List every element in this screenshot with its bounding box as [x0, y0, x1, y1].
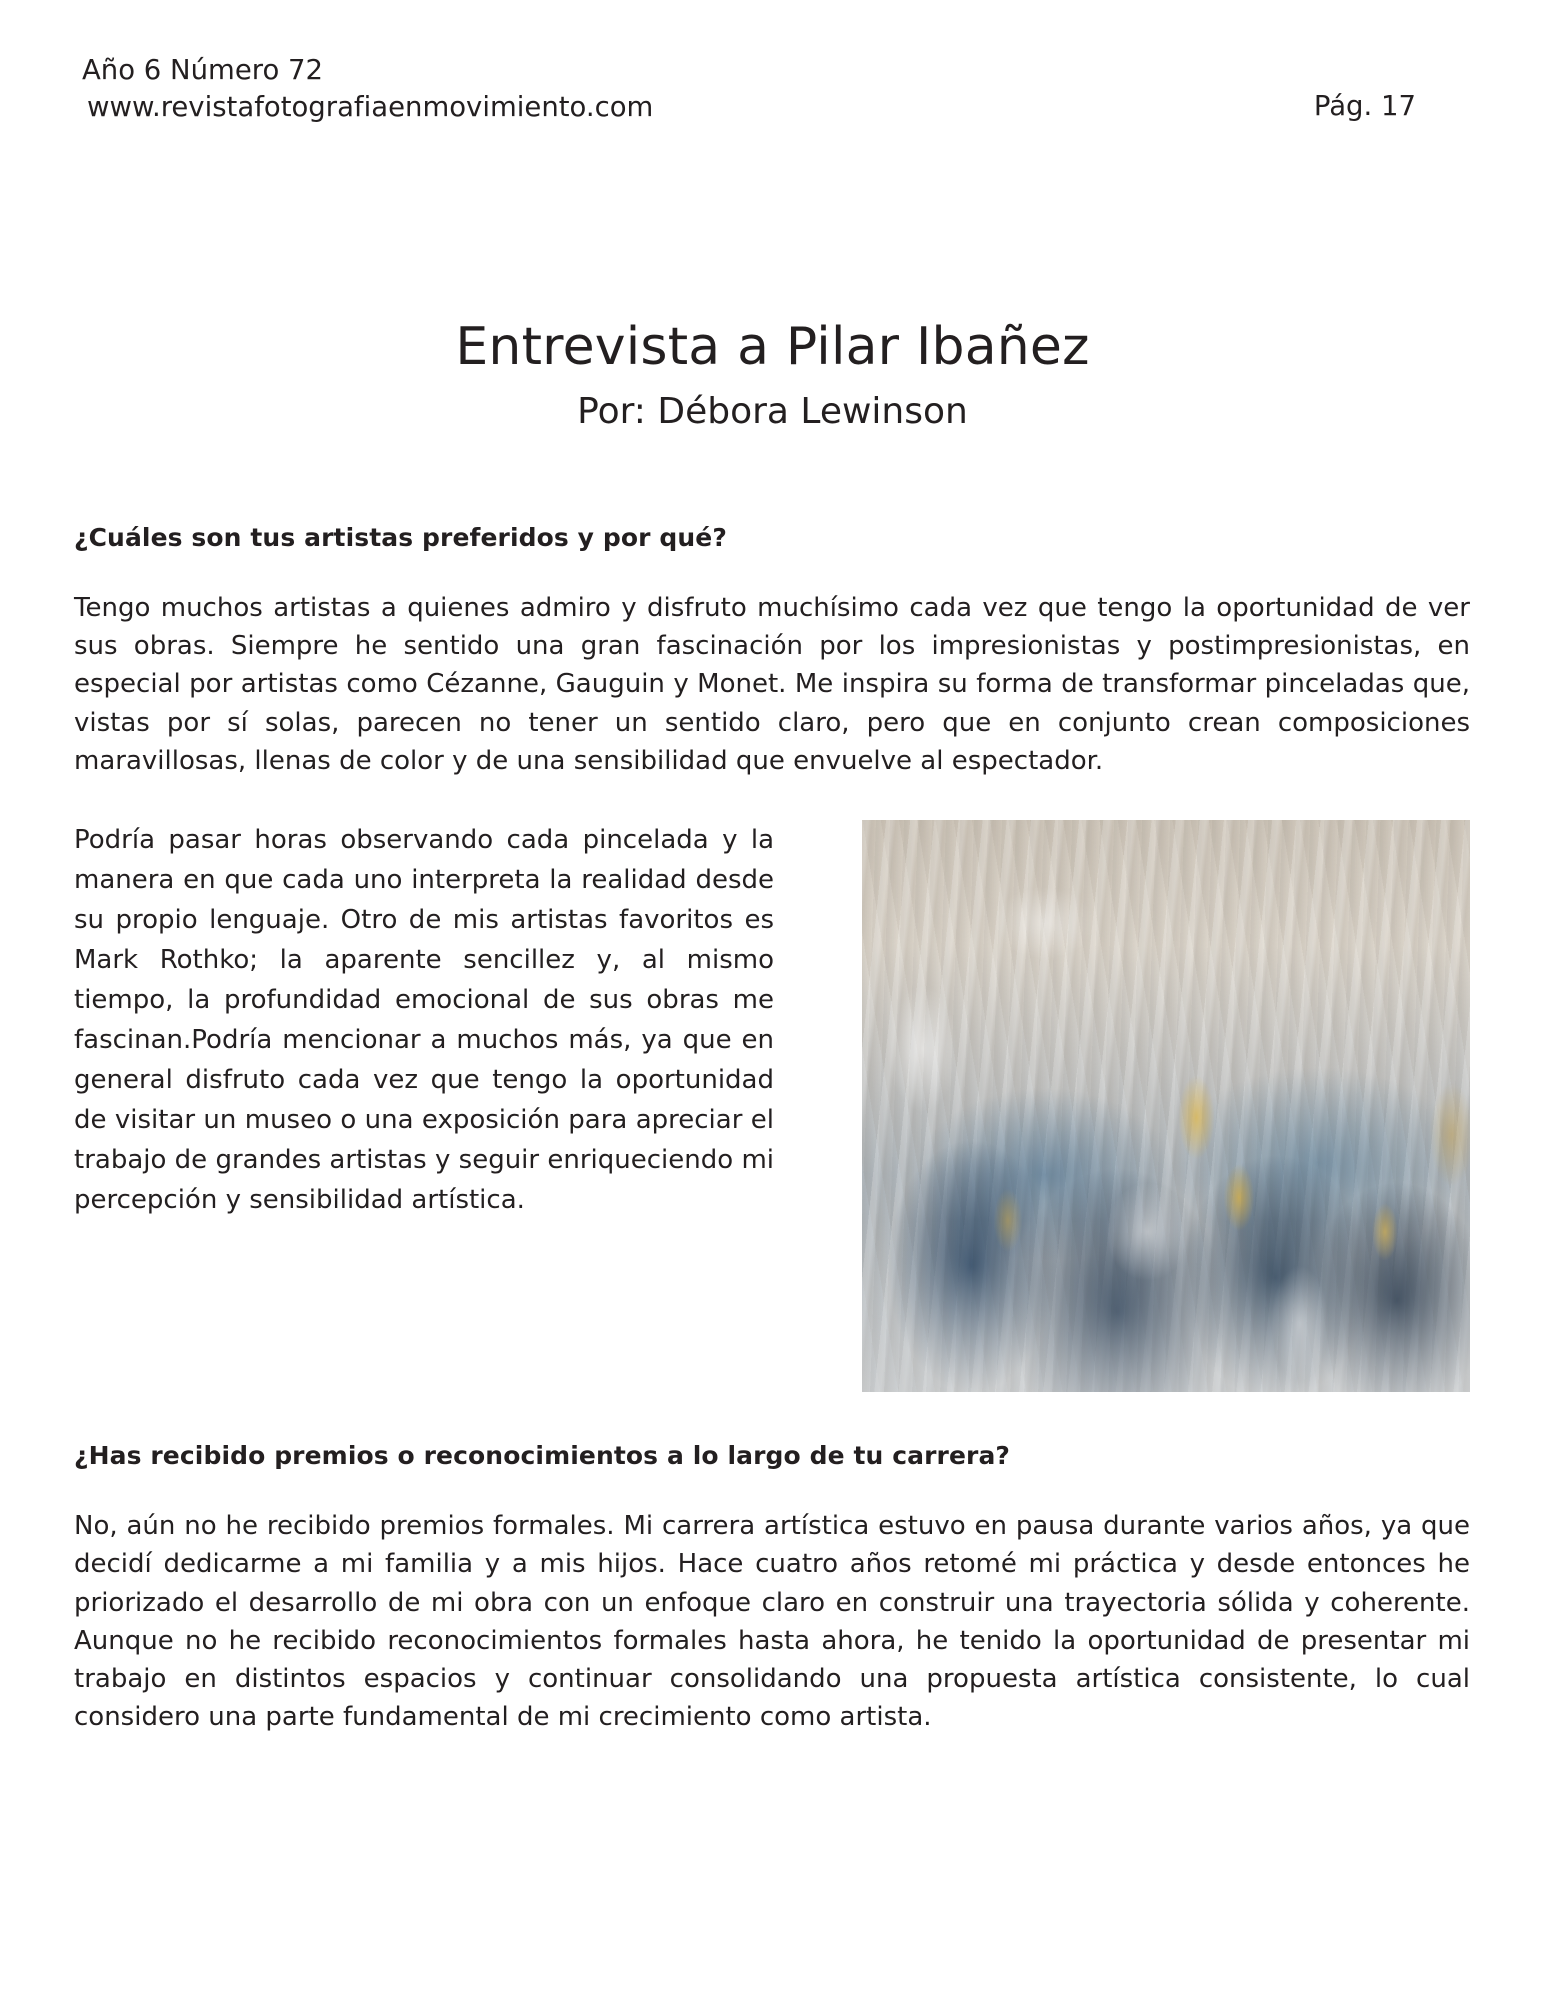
artwork-image	[862, 820, 1470, 1392]
issue-label: Año 6 Número 72	[82, 54, 324, 86]
page-number: Pág. 17	[1313, 90, 1416, 122]
answer-1-continued-column	[74, 820, 774, 1220]
website-url: www.revistafotografiaenmovimiento.com	[87, 91, 654, 124]
question-1: ¿Cuáles son tus artistas preferidos y por qué?	[74, 523, 727, 552]
masthead	[82, 52, 1463, 152]
answer-1-continued: Podría pasar horas observando cada pincelada y la manera en que cada uno interpreta la realidad desde su propio lenguaje. Otro de mis artistas favoritos es Mark Rothko; la aparente sencillez y, al mismo tiempo, la profundidad emocional de sus obras me fascinan.Podría mencionar a muchos más, ya que en general disfruto cada vez que tengo la oportunidad de visitar un museo o una exposición para apreciar el trabajo de grandes artistas y seguir enriqueciendo mi percepción y sensibilidad artística.	[74, 825, 774, 1216]
masthead-left	[82, 52, 653, 126]
page-title: Entrevista a Pilar Ibañez	[455, 317, 1090, 377]
article-body	[74, 520, 1470, 1762]
title-block	[0, 318, 1545, 433]
answer-2: No, aún no he recibido premios formales. Mi carrera artística estuvo en pausa durante varios años, ya que decidí dedicarme a mi familia y a mis hijos. Hace cuatro años retomé mi práctica y desde entonces he priorizado el desarrollo de mi obra con un enfoque claro en construir una trayectoria sólida y coherente. Aunque no he recibido reconocimientos formales hasta ahora, he tenido la oportunidad de presentar mi trabajo en distintos espacios y continuar consolidando una propuesta artística consistente, lo cual considero una parte fundamental de mi crecimiento como artista.	[74, 1511, 1470, 1733]
text-image-section	[74, 820, 1470, 1392]
article-byline: Por: Débora Lewinson	[577, 391, 968, 433]
answer-1: Tengo muchos artistas a quienes admiro y disfruto muchísimo cada vez que tengo la oportunidad de ver sus obras. Siempre he sentido una gran fascinación por los impresionistas y postimpresionistas, en especial por artistas como Cézanne, Gauguin y Monet. Me inspira su forma de transformar pinceladas que, vistas por sí solas, parecen no tener un sentido claro, pero que en conjunto crean composiciones maravillosas, llenas de color y de una sensibilidad que envuelve al espectador.	[74, 593, 1470, 776]
question-2: ¿Has recibido premios o reconocimientos a lo largo de tu carrera?	[74, 1441, 1011, 1471]
artwork-layer-strokes	[862, 820, 1470, 1392]
